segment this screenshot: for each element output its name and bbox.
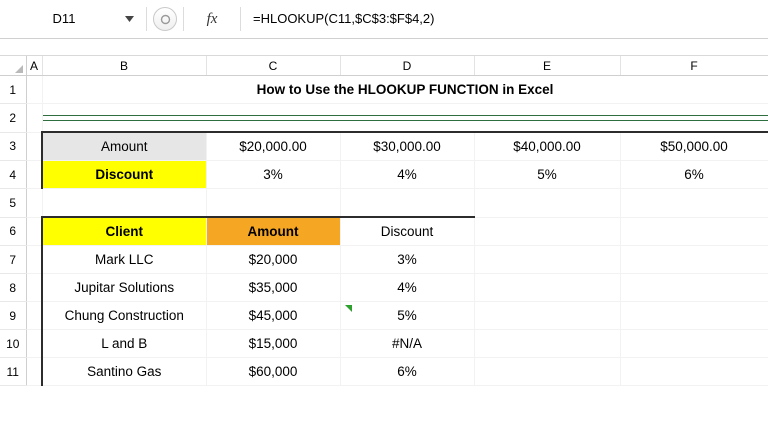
lookup-row-label-discount[interactable]: Discount [42, 161, 206, 189]
client-table-header-amount[interactable]: Amount [206, 217, 340, 246]
divider [183, 7, 184, 31]
formula-bar-filler [0, 39, 768, 56]
row-header-5[interactable]: 5 [0, 189, 26, 218]
cell-a3[interactable] [26, 132, 42, 161]
lookup-amount-3[interactable]: $40,000.00 [474, 132, 620, 161]
row-header-7[interactable]: 7 [0, 246, 26, 274]
client-name-5[interactable]: Santino Gas [42, 358, 206, 386]
row-header-3[interactable]: 3 [0, 132, 26, 161]
cell-e8[interactable] [474, 274, 620, 302]
column-header-c[interactable]: C [206, 56, 340, 76]
cell-e5[interactable] [474, 189, 620, 218]
client-amount-2[interactable]: $35,000 [206, 274, 340, 302]
cell-f7[interactable] [620, 246, 768, 274]
table-row [0, 76, 768, 104]
comment-marker-icon [345, 305, 352, 312]
column-header-row [0, 56, 768, 76]
row-header-2[interactable]: 2 [0, 104, 26, 133]
client-discount-3-value: 5% [397, 308, 417, 323]
lookup-amount-4[interactable]: $50,000.00 [620, 132, 768, 161]
lookup-discount-1[interactable]: 3% [206, 161, 340, 189]
divider [240, 7, 241, 31]
cell-b5[interactable] [42, 189, 206, 218]
cell-e7[interactable] [474, 246, 620, 274]
insert-function-icon[interactable]: fx [206, 10, 218, 27]
cell-f5[interactable] [620, 189, 768, 218]
cell-a7[interactable] [26, 246, 42, 274]
cell-a2[interactable] [26, 104, 42, 133]
column-header-e[interactable]: E [474, 56, 620, 76]
cell-e9[interactable] [474, 302, 620, 330]
row-header-4[interactable]: 4 [0, 161, 26, 189]
lookup-row-label-amount[interactable]: Amount [42, 132, 206, 161]
cell-f9[interactable] [620, 302, 768, 330]
cell-a1[interactable] [26, 76, 42, 104]
lookup-amount-1[interactable]: $20,000.00 [206, 132, 340, 161]
client-name-3[interactable]: Chung Construction [42, 302, 206, 330]
cell-f10[interactable] [620, 330, 768, 358]
client-amount-4[interactable]: $15,000 [206, 330, 340, 358]
client-name-1[interactable]: Mark LLC [42, 246, 206, 274]
select-all-corner[interactable] [0, 56, 26, 76]
client-table-header-client[interactable]: Client [42, 217, 206, 246]
cell-e6[interactable] [474, 217, 620, 246]
client-table-header-discount[interactable]: Discount [340, 217, 474, 246]
client-discount-1[interactable]: 3% [340, 246, 474, 274]
table-row [0, 189, 768, 218]
chevron-down-icon[interactable] [118, 8, 140, 30]
formula-input[interactable]: =HLOOKUP(C11,$C$3:$F$4,2) [253, 11, 435, 26]
column-header-f[interactable]: F [620, 56, 768, 76]
cell-d5[interactable] [340, 189, 474, 218]
circle-button-icon[interactable] [153, 7, 177, 31]
client-discount-3[interactable] [340, 302, 474, 330]
client-amount-3[interactable]: $45,000 [206, 302, 340, 330]
column-header-a[interactable]: A [26, 56, 42, 76]
client-discount-4[interactable]: #N/A [340, 330, 474, 358]
row-header-8[interactable]: 8 [0, 274, 26, 302]
name-box[interactable]: D11 [52, 11, 76, 26]
cell-a5[interactable] [26, 189, 42, 218]
table-row [0, 330, 768, 358]
table-row [0, 274, 768, 302]
lookup-discount-2[interactable]: 4% [340, 161, 474, 189]
divider [146, 7, 147, 31]
client-name-4[interactable]: L and B [42, 330, 206, 358]
lookup-discount-3[interactable]: 5% [474, 161, 620, 189]
row-header-10[interactable]: 10 [0, 330, 26, 358]
cell-a11[interactable] [26, 358, 42, 386]
row-header-6[interactable]: 6 [0, 217, 26, 246]
page-title[interactable]: How to Use the HLOOKUP FUNCTION in Excel [42, 76, 768, 104]
cell-a8[interactable] [26, 274, 42, 302]
cell-e10[interactable] [474, 330, 620, 358]
cell-f8[interactable] [620, 274, 768, 302]
row-header-1[interactable]: 1 [0, 76, 26, 104]
column-header-b[interactable]: B [42, 56, 206, 76]
table-row [0, 104, 768, 133]
lookup-amount-2[interactable]: $30,000.00 [340, 132, 474, 161]
cell-a4[interactable] [26, 161, 42, 189]
lookup-discount-4[interactable]: 6% [620, 161, 768, 189]
client-name-2[interactable]: Jupitar Solutions [42, 274, 206, 302]
spreadsheet-grid [0, 56, 768, 386]
client-discount-5[interactable]: 6% [340, 358, 474, 386]
cell-a6[interactable] [26, 217, 42, 246]
cell-c5[interactable] [206, 189, 340, 218]
table-row [0, 217, 768, 246]
cell-a10[interactable] [26, 330, 42, 358]
client-amount-1[interactable]: $20,000 [206, 246, 340, 274]
table-row [0, 358, 768, 386]
table-row [0, 302, 768, 330]
cell-a9[interactable] [26, 302, 42, 330]
table-row [0, 246, 768, 274]
cell-e11[interactable] [474, 358, 620, 386]
row-header-9[interactable]: 9 [0, 302, 26, 330]
row-header-11[interactable]: 11 [0, 358, 26, 386]
formula-bar [0, 0, 768, 39]
client-discount-2[interactable]: 4% [340, 274, 474, 302]
column-header-d[interactable]: D [340, 56, 474, 76]
cell-f6[interactable] [620, 217, 768, 246]
table-row [0, 132, 768, 161]
table-row [0, 161, 768, 189]
title-underline-rule [42, 104, 768, 133]
client-amount-5[interactable]: $60,000 [206, 358, 340, 386]
cell-f11[interactable] [620, 358, 768, 386]
